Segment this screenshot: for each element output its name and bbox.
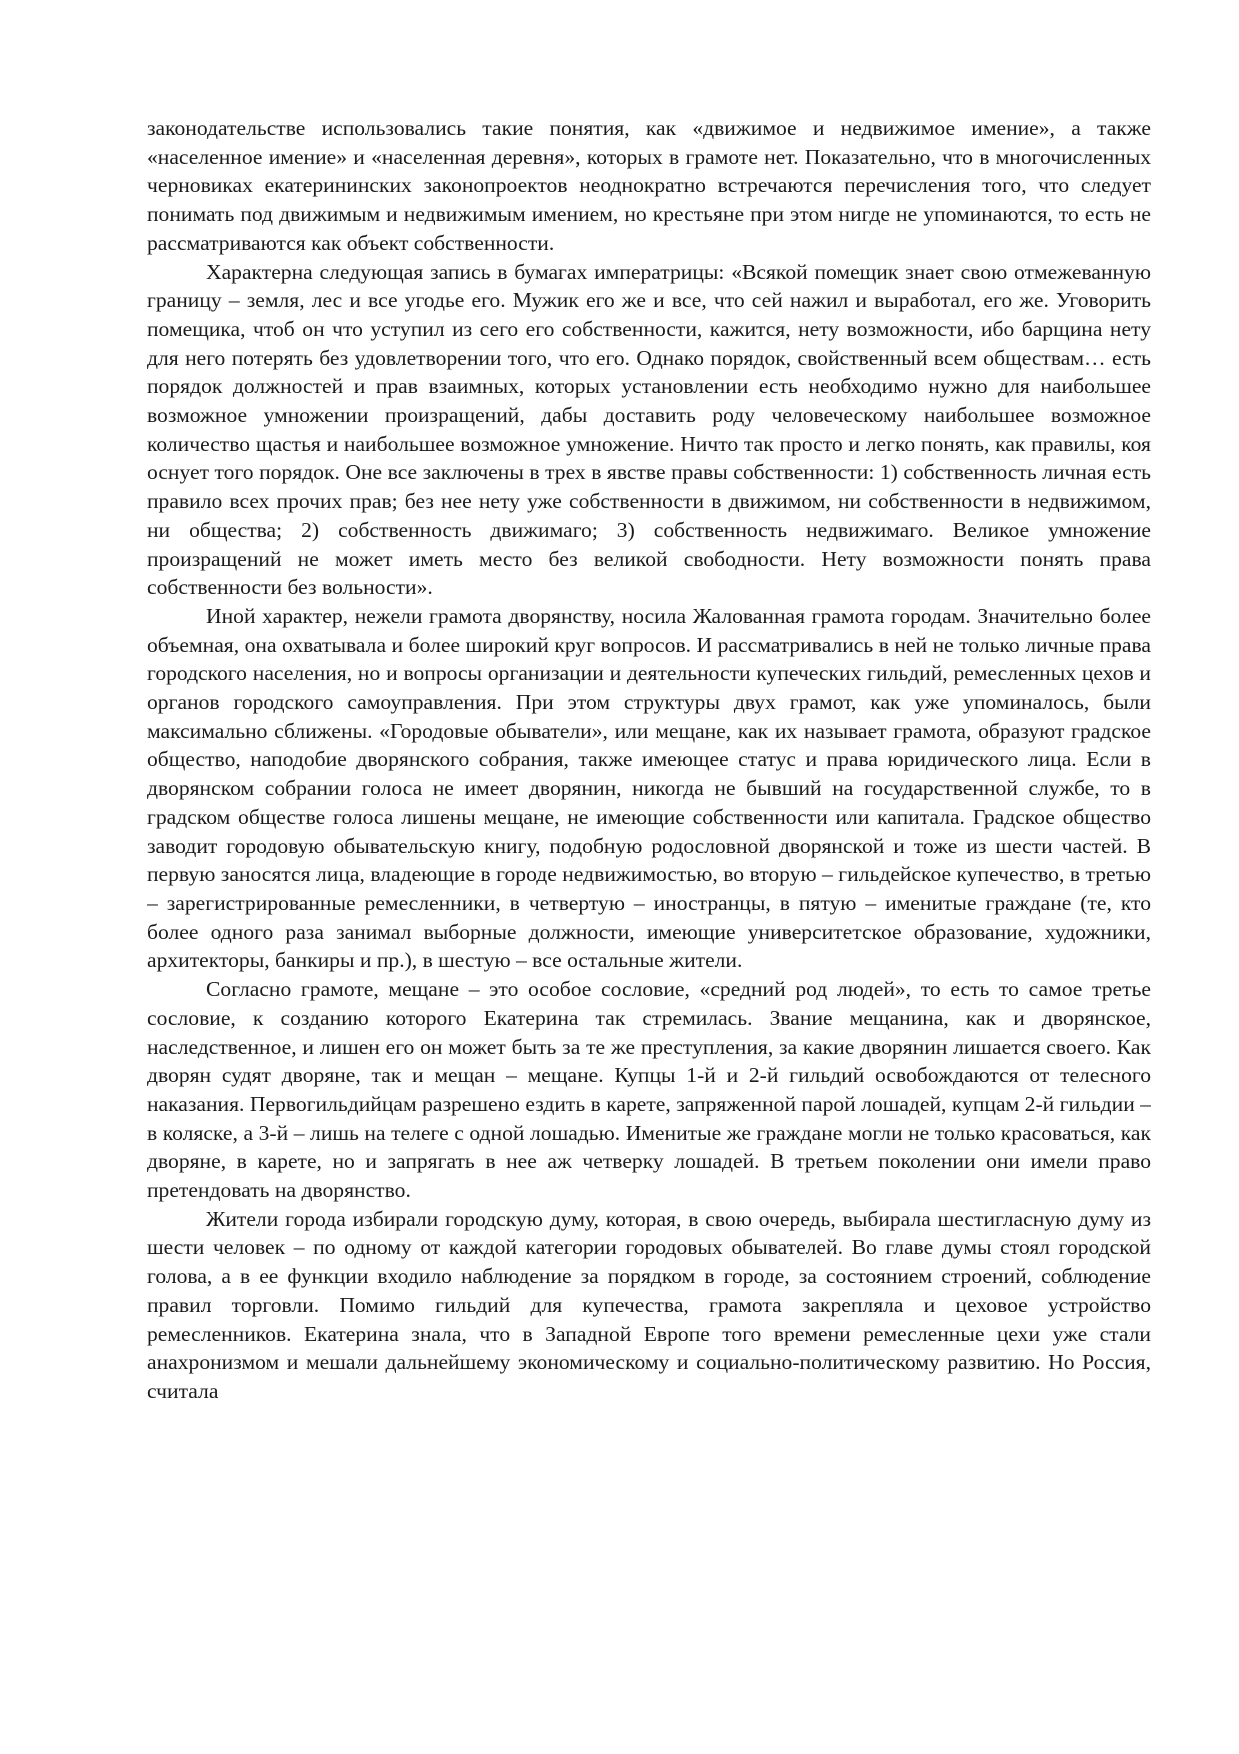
- document-page: [147, 114, 1151, 1714]
- paragraph-meshchane-estate: Согласно грамоте, мещане – это особое сословие, «средний род людей», то есть то самое третье сословие, к созданию которого Екатерина так стремилась. Звание мещанина, как и дворянское, наследственное, и лишен его он может быть за те же преступления, за какие дворянин лишается своего. Как дворян судят дворяне, так и мещан – мещане. Купцы 1-й и 2-й гильдий освобождаются от телесного наказания. Первогильдийцам разрешено ездить в карете, запряженной парой лошадей, купцам 2-й гильдии – в коляске, а 3-й – лишь на телеге с одной лошадью. Именитые же граждане могли не только красоваться, как дворяне, в карете, но и запрягать в нее аж четверку лошадей. В третьем поколении они имели право претендовать на дворянство.: [147, 977, 1151, 1203]
- paragraph-empress-note: Характерна следующая запись в бумагах императрицы: «Всякой помещик знает свою отмежеванную границу – земля, лес и все угодье его. Мужик его же и все, что сей нажил и выработал, его же. Уговорить помещика, чтоб он что уступил из сего его собственности, кажится, нету возможности, ибо барщина нету для него потерять без удовлетворении того, что его. Однако порядок, свойственный всем обществам… есть порядок должностей и прав взаимных, которых установлении есть необходимо нужно для наибольшее возможное умножении произращений, дабы доставить роду человеческому наибольшее возможное количество щастья и наибольшее возможное умножение. Ничто так просто и легко понять, как правилы, коя оснует того порядок. Оне все заключены в трех в явстве правы собственности: 1) собственность личная есть правило всех прочих прав; без нее нету уже собственности в движимом, ни собственности в недвижимом, ни общества; 2) собственность движимаго; 3) собственность недвижимаго. Великое умножение произращений не может иметь место без великой свободности. Нету возможности понять права собственности без вольности».: [147, 259, 1151, 600]
- paragraph-continuation: законодательстве использовались такие понятия, как «движимое и недвижимое имение», а также «населенное имение» и «населенная деревня», которых в грамоте нет. Показательно, что в многочисленных черновиках екатерининских законопроектов неоднократно встречаются перечисления того, что следует понимать под движимым и недвижимым имением, но крестьяне при этом нигде не упоминаются, то есть не рассматриваются как объект собственности.: [147, 116, 1151, 255]
- paragraph-city-duma: Жители города избирали городскую думу, которая, в свою очередь, выбирала шестигласную думу из шести человек – по одному от каждой категории городовых обывателей. Во главе думы стоял городской голова, а в ее функции входило наблюдение за порядком в городе, за состоянием строений, соблюдение правил торговли. Помимо гильдий для купечества, грамота закрепляла и цеховое устройство ремесленников. Екатерина знала, что в Западной Европе того времени ремесленные цехи уже стали анахронизмом и мешали дальнейшему экономическому и социально-политическому развитию. Но Россия, считала: [147, 1206, 1151, 1403]
- paragraph-city-charter: Иной характер, нежели грамота дворянству, носила Жалованная грамота городам. Значительно более объемная, она охватывала и более широкий круг вопросов. И рассматривались в ней не только личные права городского населения, но и вопросы организации и деятельности купеческих гильдий, ремесленных цехов и органов городского самоуправления. При этом структуры двух грамот, как уже упоминалось, были максимально сближены. «Городовые обыватели», или мещане, как их называет грамота, образуют градское общество, наподобие дворянского собрания, также имеющее статус и права юридического лица. Если в дворянском собрании голоса не имеет дворянин, никогда не бывший на государственной службе, то в градском обществе голоса лишены мещане, не имеющие собственности или капитала. Градское общество заводит городовую обывательскую книгу, подобную родословной дворянской и тоже из шести частей. В первую заносятся лица, владеющие в городе недвижимостью, во вторую – гильдейское купечество, в третью – зарегистрированные ремесленники, в четвертую – иностранцы, в пятую – именитые граждане (те, кто более одного раза занимал выборные должности, имеющие университетское образование, художники, архитекторы, банкиры и пр.), в шестую – все остальные жители.: [147, 603, 1151, 973]
